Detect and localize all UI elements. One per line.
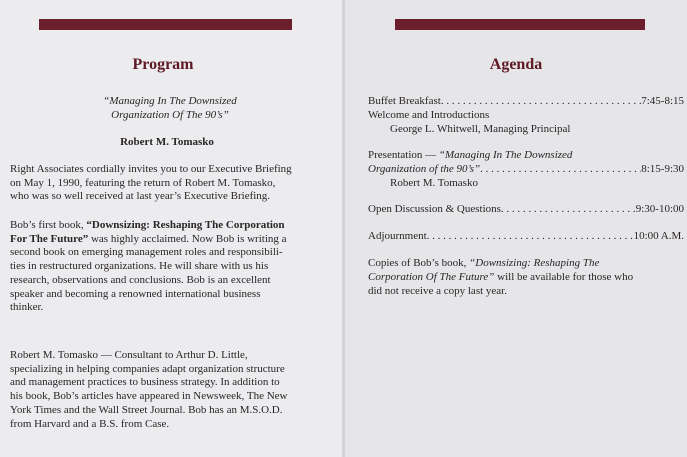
bio-paragraph: [10, 349, 322, 431]
decorative-bar: [395, 19, 645, 30]
paragraph-line: speaker and becoming a renowned international business: [10, 287, 261, 300]
subtitle-line: “Managing In The Downsized: [103, 95, 237, 107]
agenda-row: [368, 202, 684, 216]
paragraph-line: Right Associates cordially invites you to our Executive Briefing: [10, 163, 292, 175]
paragraph-line: who was so well received at last year’s Executive Briefing.: [10, 190, 271, 203]
paragraph-line: specializing in helping companies adapt organization structure: [10, 362, 285, 375]
speaker-name: Robert M. Tomasko: [120, 136, 214, 148]
leader-dots: [441, 94, 641, 108]
leader-dots: [427, 229, 634, 243]
program-subtitle: [0, 94, 340, 122]
agenda-item-breakfast: [368, 94, 684, 136]
paragraph-line: second book on emerging management roles and responsibili-: [10, 246, 283, 259]
leader-dots: [480, 162, 641, 176]
paragraph-line: ties in restructured organizations. He will share with us his: [10, 260, 269, 273]
paragraph-line: York Times and the Wall Street Journal. Bob has an M.S.O.D.: [10, 403, 283, 416]
presentation-title: “Managing In The Downsized: [438, 149, 573, 161]
agenda-person: George L. Whitwell, Managing Principal: [390, 123, 571, 135]
agenda-item-discussion: [368, 202, 684, 216]
agenda-row: [368, 162, 684, 176]
agenda-label: Welcome and Introductions: [368, 109, 490, 121]
agenda-time: 8:15-9:30: [641, 163, 684, 175]
agenda-time: 9:30-10:00: [635, 203, 684, 215]
agenda-row: [368, 148, 684, 162]
agenda-row: [368, 229, 684, 243]
agenda-label: Buffet Breakfast: [368, 95, 441, 107]
invitation-paragraph: [10, 163, 322, 204]
paragraph-line: from Harvard and a B.S. from Case.: [10, 417, 170, 430]
paragraph-line: [368, 270, 684, 284]
paragraph-line: [10, 219, 322, 233]
text-span: was highly acclaimed. Now Bob is writing a: [88, 232, 287, 245]
paragraph-line: [368, 256, 684, 270]
paragraph-line: on May 1, 1990, featuring the return of Robert M. Tomasko,: [10, 176, 276, 189]
paragraph-line: his book, Bob’s articles have appeared in Newsweek, The New: [10, 390, 288, 403]
subtitle-line: Organization Of The 90’s”: [111, 109, 229, 121]
agenda-row: [368, 94, 684, 108]
program-panel: [0, 0, 342, 457]
text-span: Bob’s first book,: [10, 219, 87, 231]
agenda-label: Adjournment: [368, 230, 427, 242]
book-title: Corporation Of The Future”: [368, 271, 495, 283]
agenda-panel: [345, 0, 687, 457]
text-span: will be available for those who: [494, 271, 634, 283]
decorative-bar: [39, 19, 292, 30]
paragraph-line: research, observations and conclusions. Bob is an excellent: [10, 273, 271, 286]
paragraph-line: did not receive a copy last year.: [368, 285, 507, 297]
paragraph-line: thinker.: [10, 301, 44, 314]
agenda-person: Robert M. Tomasko: [390, 177, 478, 189]
text-span: Copies of Bob’s book,: [368, 257, 470, 269]
agenda-time: 10:00 A.M.: [633, 230, 684, 242]
paragraph-line: [10, 233, 322, 247]
leader-dots: [501, 202, 636, 216]
agenda-heading: Agenda: [489, 56, 543, 73]
copies-note: [368, 256, 684, 298]
program-heading: Program: [132, 56, 194, 73]
presentation-title: Organization of the 90’s”: [368, 163, 481, 175]
agenda-label: Open Discussion & Questions: [368, 203, 501, 215]
book-title: “Downsizing: Reshaping The: [469, 257, 600, 269]
agenda-item-presentation: [368, 148, 684, 190]
paragraph-line: and management practices to business strategy. In addition to: [10, 376, 280, 389]
agenda-label: Presentation —: [368, 149, 439, 161]
paragraph-line: Robert M. Tomasko — Consultant to Arthur D. Little,: [10, 349, 248, 361]
book-title: For The Future”: [10, 232, 89, 245]
agenda-item-adjournment: [368, 229, 684, 243]
agenda-time: 7:45-8:15: [641, 95, 684, 107]
book-paragraph: [10, 219, 322, 315]
book-title: “Downsizing: Reshaping The Corporation: [86, 219, 285, 231]
